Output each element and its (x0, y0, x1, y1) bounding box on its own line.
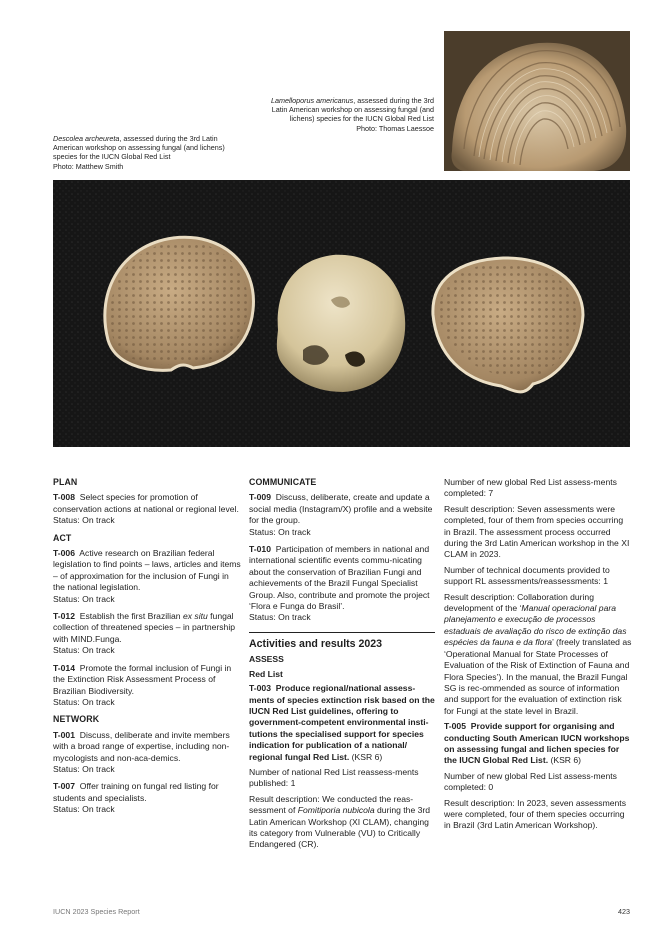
t006-status: Status: On track (53, 593, 115, 604)
t012-text-b: fungal collection of threatened species – in partnership with MIND.Funga. (53, 611, 236, 644)
t003-result-b: during the 3rd Latin American Workshop (XI CLAM), changing its category from Vulnerable (VU) to Critically Endangered (CR). (249, 805, 431, 850)
footer-report-title: IUCN 2023 Species Report (53, 907, 140, 916)
communicate-heading: COMMUNICATE (249, 477, 317, 487)
assess-heading: ASSESS (249, 654, 284, 665)
caption-descolea-photo-credit: Photo: Matthew Smith (53, 161, 124, 171)
t005-code: T-005 (444, 721, 466, 732)
t012-text-italic: ex situ (182, 611, 208, 622)
t012-text-a: Establish the first Brazilian (79, 611, 183, 622)
target-t003 (249, 683, 435, 763)
network-heading: NETWORK (53, 714, 100, 725)
target-t014 (53, 663, 243, 709)
t006-code: T-006 (53, 548, 75, 559)
red-list-heading: Red List (249, 668, 283, 679)
t009-text: Discuss, deliberate, create and update a social media (Instagram/X) profile and a website for the group. (249, 492, 433, 526)
t005-result: Result description: In 2023, seven assessments were completed, four of them species occurring in Brazil (3rd Latin American Workshop). (444, 797, 626, 831)
t010-text: Participation of members in national and international scientific events commu-nicating about the conservation of Brazilian Fungi and achievements of the Brazil Fungal Specialist Group. Also, contribute and promote the project ‘Flora e Funga do Brasil’. (249, 544, 430, 612)
t006-text: Active research on Brazilian federal legislation to find points – laws, articles and items – of approximation for the inclusion of Fungi in the national legislation. (53, 548, 241, 593)
activities-results-title: Activities and results 2023 (249, 632, 435, 650)
result-global-assessments: Result description: Seven assessments were completed, four of them from species occurring in Brazil. The assessment process occurred during the 3rd Latin American workshop in the XI CLAM in 2023. (444, 503, 630, 560)
metric-global-assessments: Number of new global Red List assess-ments completed: 7 (444, 477, 617, 499)
result-technical-documents (444, 592, 632, 717)
descolea-photo-art (53, 180, 630, 447)
target-t001 (53, 730, 243, 776)
target-t005 (444, 721, 632, 767)
lamelloporus-photo (444, 31, 630, 171)
column-1 (53, 477, 243, 822)
t003-code: T-003 (249, 683, 271, 694)
footer-page-number: 423 (618, 907, 630, 916)
t010-code: T-010 (249, 544, 271, 555)
t008-status: Status: On track (53, 515, 115, 526)
caption-lamelloporus-species: Lamelloporus americanus (270, 96, 354, 105)
caption-descolea-species: Descolea archeureta (53, 134, 120, 143)
t003-ksr: (KSR 6) (349, 751, 383, 762)
t005-metric: Number of new global Red List assess-ments completed: 0 (444, 770, 617, 793)
caption-descolea-text: , assessed during the 3rd Latin American workshop on assessing fungal (and lichens) species for the IUCN Global Red List (53, 134, 225, 162)
t008-text: Select species for promotion of conservation actions at national or regional level. (53, 492, 239, 514)
column-2 (249, 477, 435, 855)
act-heading: ACT (53, 532, 72, 543)
target-t010 (249, 544, 435, 624)
t014-status: Status: On track (53, 696, 115, 707)
caption-descolea (53, 134, 243, 171)
t001-text: Discuss, deliberate and invite members with a broad range of expertise, including non-mycologists and non-aca-demics. (53, 729, 230, 763)
t003-result-species: Fomitiporia nubicola (297, 805, 375, 816)
t012-code: T-012 (53, 611, 75, 622)
t003-text: Produce regional/national assess-ments of species extinction risk based on the IUCN Red List guidelines, offering to government-competent environmental insti-tutions the specialised support for species indication for publication of a national/ regional fungal Red List. (249, 683, 435, 762)
t014-text: Promote the formal inclusion of Fungi in the Extinction Risk Assessment Process of Brazilian Biodiversity. (53, 662, 232, 696)
target-t006 (53, 548, 243, 605)
lamelloporus-photo-art (444, 31, 630, 171)
result2-manual-title: Manual operacional para planejamento e execução de processos estaduais de avaliação do risco de extinção das espécies da fauna e da flora (444, 603, 627, 648)
column-3 (444, 477, 632, 836)
caption-lamelloporus (258, 96, 434, 133)
result2-a: Result description: Collaboration during development of the ‘ (444, 591, 594, 614)
metric-technical-documents: Number of technical documents provided to support RL assessments/reassessments: 1 (444, 564, 610, 587)
t007-status: Status: On track (53, 804, 115, 815)
t007-text: Offer training on fungal red listing for students and specialists. (53, 781, 219, 803)
t012-status: Status: On track (53, 645, 115, 656)
result2-b: ’ (freely translated as ‘Operational Manual for State Processes of Evaluation of the Risk of Extinction of Fauna and Flora Species’). In the manual, the Brazil Fungal SG is rec-ommended as source of information and support for the evaluation of extinction risk for Fungi at the state level in Brazil. (444, 637, 632, 716)
t005-text: Provide support for organising and conducting South American IUCN workshops on assessing fungal and lichen species for the IUCN Global Red List. (444, 721, 630, 766)
t001-code: T-001 (53, 729, 75, 740)
t009-status: Status: On track (249, 526, 311, 537)
t003-metric: Number of national Red List reassess-ments published: 1 (249, 766, 419, 789)
t003-result-a: Result description: We conducted the reas-sessment of (249, 793, 414, 816)
t001-status: Status: On track (53, 763, 115, 774)
t005-ksr: (KSR 6) (548, 755, 582, 766)
t010-status: Status: On track (249, 612, 311, 623)
t003-result (249, 794, 435, 851)
target-t009 (249, 492, 435, 538)
plan-heading: PLAN (53, 477, 78, 487)
t008-code: T-008 (53, 492, 75, 503)
caption-lamelloporus-photo-credit: Photo: Thomas Laessoe (356, 123, 434, 133)
target-t012 (53, 611, 243, 657)
t014-code: T-014 (53, 662, 75, 673)
t009-code: T-009 (249, 492, 271, 503)
t007-code: T-007 (53, 781, 75, 792)
target-t008 (53, 492, 243, 526)
caption-lamelloporus-text: , assessed during the 3rd Latin American workshop on assessing fungal (and lichens) species for the IUCN Global Red List (271, 96, 434, 124)
target-t007 (53, 781, 243, 815)
descolea-photo (53, 180, 630, 447)
